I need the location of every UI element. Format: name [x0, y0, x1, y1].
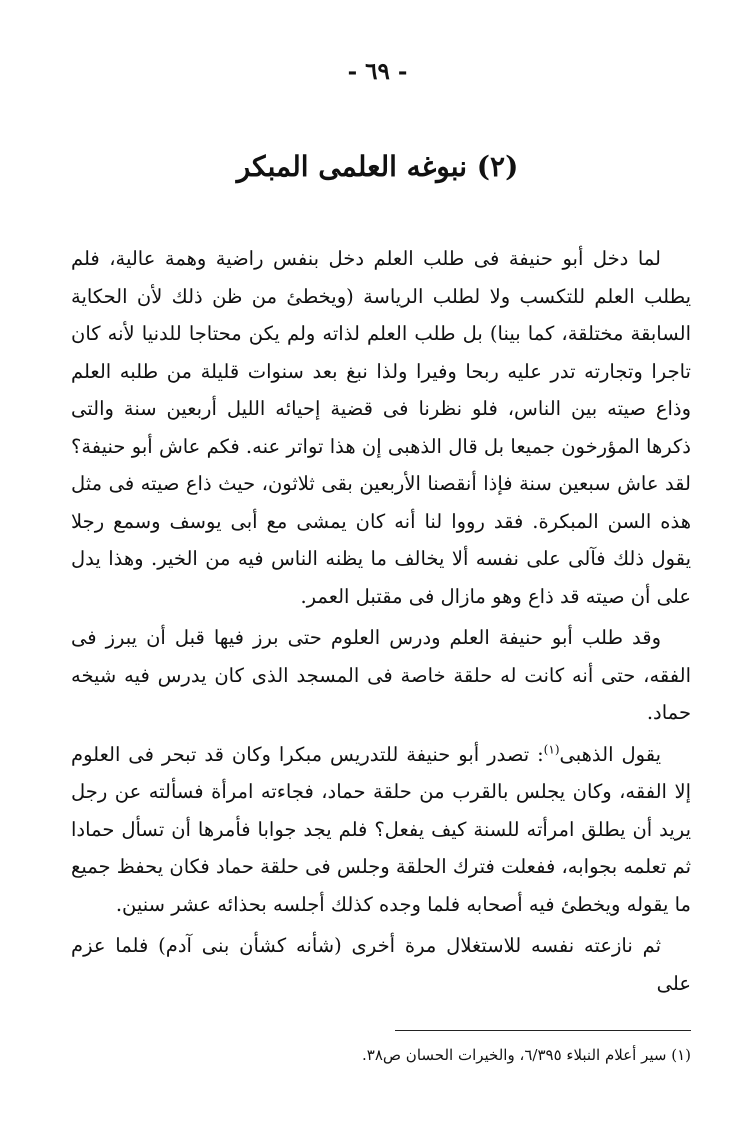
paragraph-4: ثم نازعته نفسه للاستغلال مرة أخرى (شأنه كشأن بنى آدم) فلما عزم على: [71, 934, 691, 995]
paragraph-3: [71, 736, 691, 924]
paragraph-1: لما دخل أبو حنيفة فى طلب العلم دخل بنفس راضية وهمة عالية، فلم يطلب العلم للتكسب ولا لطلب الرياسة (ويخطئ من ظن ذلك لأن الحكاية السابقة مختلقة، كما بينا) بل طلب العلم لذاته ولم يكن محتاجا للدنيا لأنه كان تاجرا وتجارته تدر عليه ربحا وفيرا ولذا نبغ بعد سنوات قليلة من طلبه العلم وذاع صيته بين الناس، فلو نظرنا فى قضية إحيائه الليل أربعين سنة والتى ذكرها المؤرخون جميعا بل قال الذهبى إن هذا تواتر عنه. فكم عاش أبو حنيفة؟ لقد عاش سبعين سنة فإذا أنقصنا الأربعين بقى ثلاثون، حيث ذاع صيته فى مثل هذه السن المبكرة. فقد رووا لنا أنه كان يمشى مع أبى يوسف وسمع رجلا يقول ذلك فآلى على نفسه ألا يخالف ما يظنه الناس فيه من الخير. وهذا يدل على أن صيته قد ذاع وهو مازال فى مقتبل العمر.: [71, 247, 691, 608]
page-number: - ٦٩ -: [347, 58, 408, 85]
chapter-title: (٢) نبوغه العلمى المبكر: [236, 150, 519, 183]
paragraph-3-rest: : تصدر أبو حنيفة للتدريس مبكرا وكان قد تبحر فى العلوم إلا الفقه، وكان يجلس بالقرب من حلقة حماد، فجاءته امرأة فسألته عن رجل يريد أن يطلق امرأته للسنة كيف يفعل؟ فلم يجد جوابا فأمرها أن تسأل حمادا ثم تعلمه بجوابه، ففعلت فترك الحلقة وجلس فى حلقة حماد فكان يحفظ جميع ما يقوله ويخطئ فيه أصحابه فلما وجده كذلك أجلسه بحذائه عشر سنين.: [71, 742, 691, 916]
footnote: (١) سير أعلام النبلاء ٦/٣٩٥، والخيرات الحسان ص٣٨.: [362, 1046, 691, 1064]
footnote-divider: [395, 1030, 691, 1031]
paragraph-3-start: يقول الذهبى: [559, 742, 661, 766]
paragraph-2: وقد طلب أبو حنيفة العلم ودرس العلوم حتى برز فيها قبل أن يبرز فى الفقه، حتى أنه كانت له حلقة خاصة فى المسجد الذى كان يدرس فيه شيخه حماد.: [71, 626, 691, 724]
body-text: [71, 240, 691, 1006]
footnote-reference[interactable]: (١): [543, 742, 560, 756]
